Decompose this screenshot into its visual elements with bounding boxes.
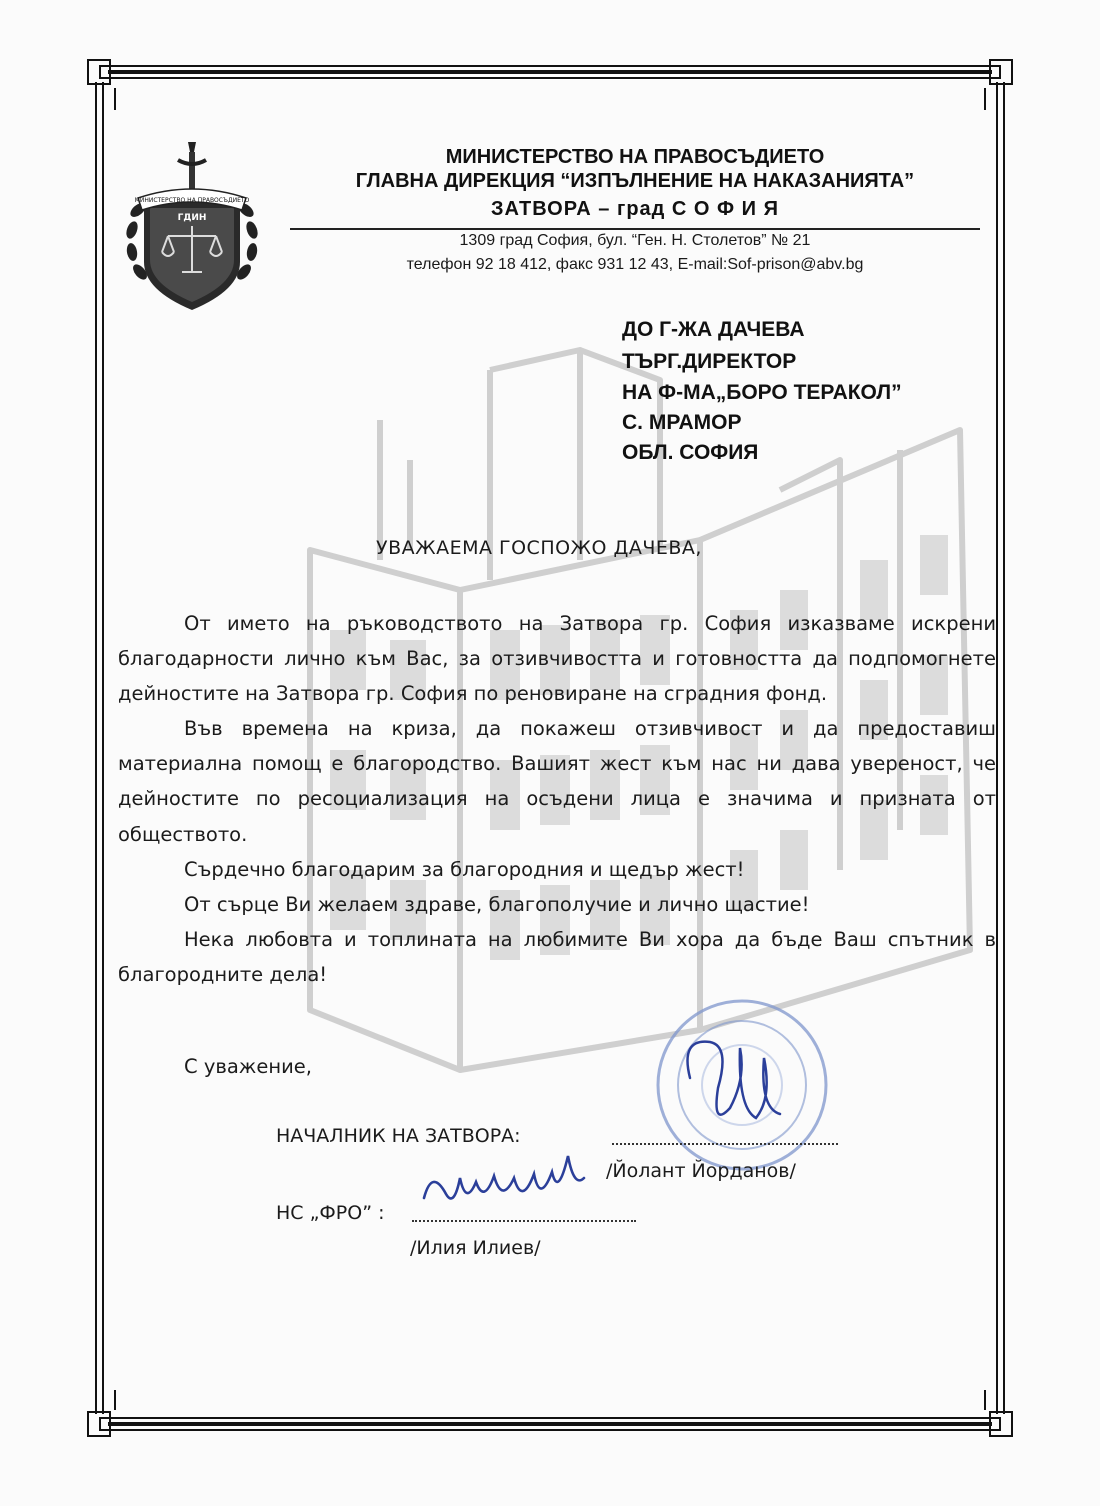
salutation: УВАЖАЕМА ГОСПОЖО ДАЧЕВА, (376, 537, 702, 559)
letter-body (118, 606, 996, 992)
directorate-name: ГЛАВНА ДИРЕКЦИЯ “ИЗПЪЛНЕНИЕ НА НАКАЗАНИЯТА” (355, 170, 915, 192)
emblem-abbreviation: ГДИН (177, 213, 207, 223)
fro-handwritten-signature (418, 1148, 588, 1218)
fro-signature-line (412, 1218, 636, 1222)
fro-name: /Илия Илиев/ (410, 1237, 541, 1259)
chief-signature-line (612, 1141, 838, 1145)
chief-handwritten-signature (660, 1018, 790, 1138)
recipient-line: ОБЛ. СОФИЯ (622, 441, 759, 464)
chief-title: НАЧАЛНИК НА ЗАТВОРА: (276, 1125, 521, 1147)
postal-address: 1309 град София, бул. “Ген. Н. Столетов” № 21 (459, 232, 811, 249)
ministry-name: МИНИСТЕРСТВО НА ПРАВОСЪДИЕТО (445, 146, 825, 168)
body-paragraph: Нека любовта и топлината на любимите Ви хора да бъде Ваш спътник в благородните дела! (118, 927, 996, 986)
recipient-line: ТЪРГ.ДИРЕКТОР (622, 350, 797, 373)
body-paragraph: От името на ръководството на Затвора гр. София изказваме искрени благодарности лично към Вас, за отзивчивостта и готовността да подпомогнете дейностите на Затвора гр. София по реновиране на сградния фонд. (118, 612, 996, 706)
fro-title: НС „ФРО” : (276, 1202, 385, 1224)
recipient-line: ДО Г-ЖА ДАЧЕВА (622, 318, 805, 341)
body-paragraph: Във времена на криза, да покажеш отзивчивост и да предоставиш материална помощ е благородство. Вашият жест към нас ни дава увереност, че дейностите по ресоциализация на осъдени лица е значима и призната от обществото. (118, 717, 996, 846)
contact-details: телефон 92 18 412, факс 931 12 43, E-mail:Sof-prison@abv.bg (406, 256, 864, 273)
recipient-line: НА Ф-МА„БОРО ТЕРАКОЛ” (622, 381, 902, 404)
body-paragraph: Сърдечно благодарим за благородния и щедър жест! (184, 857, 745, 881)
body-paragraph: От сърце Ви желаем здраве, благополучие и лично щастие! (184, 892, 810, 916)
ministry-emblem-icon (118, 140, 266, 315)
header-divider (290, 228, 980, 230)
recipient-line: С. МРАМОР (622, 411, 742, 434)
prison-name: ЗАТВОРА – град С О Ф И Я (491, 198, 779, 220)
emblem-banner-text: МИНИСТЕРСТВО НА ПРАВОСЪДИЕТО (134, 197, 250, 204)
closing-regards: С уважение, (184, 1055, 312, 1078)
chief-name: /Йолант Йорданов/ (606, 1160, 796, 1182)
